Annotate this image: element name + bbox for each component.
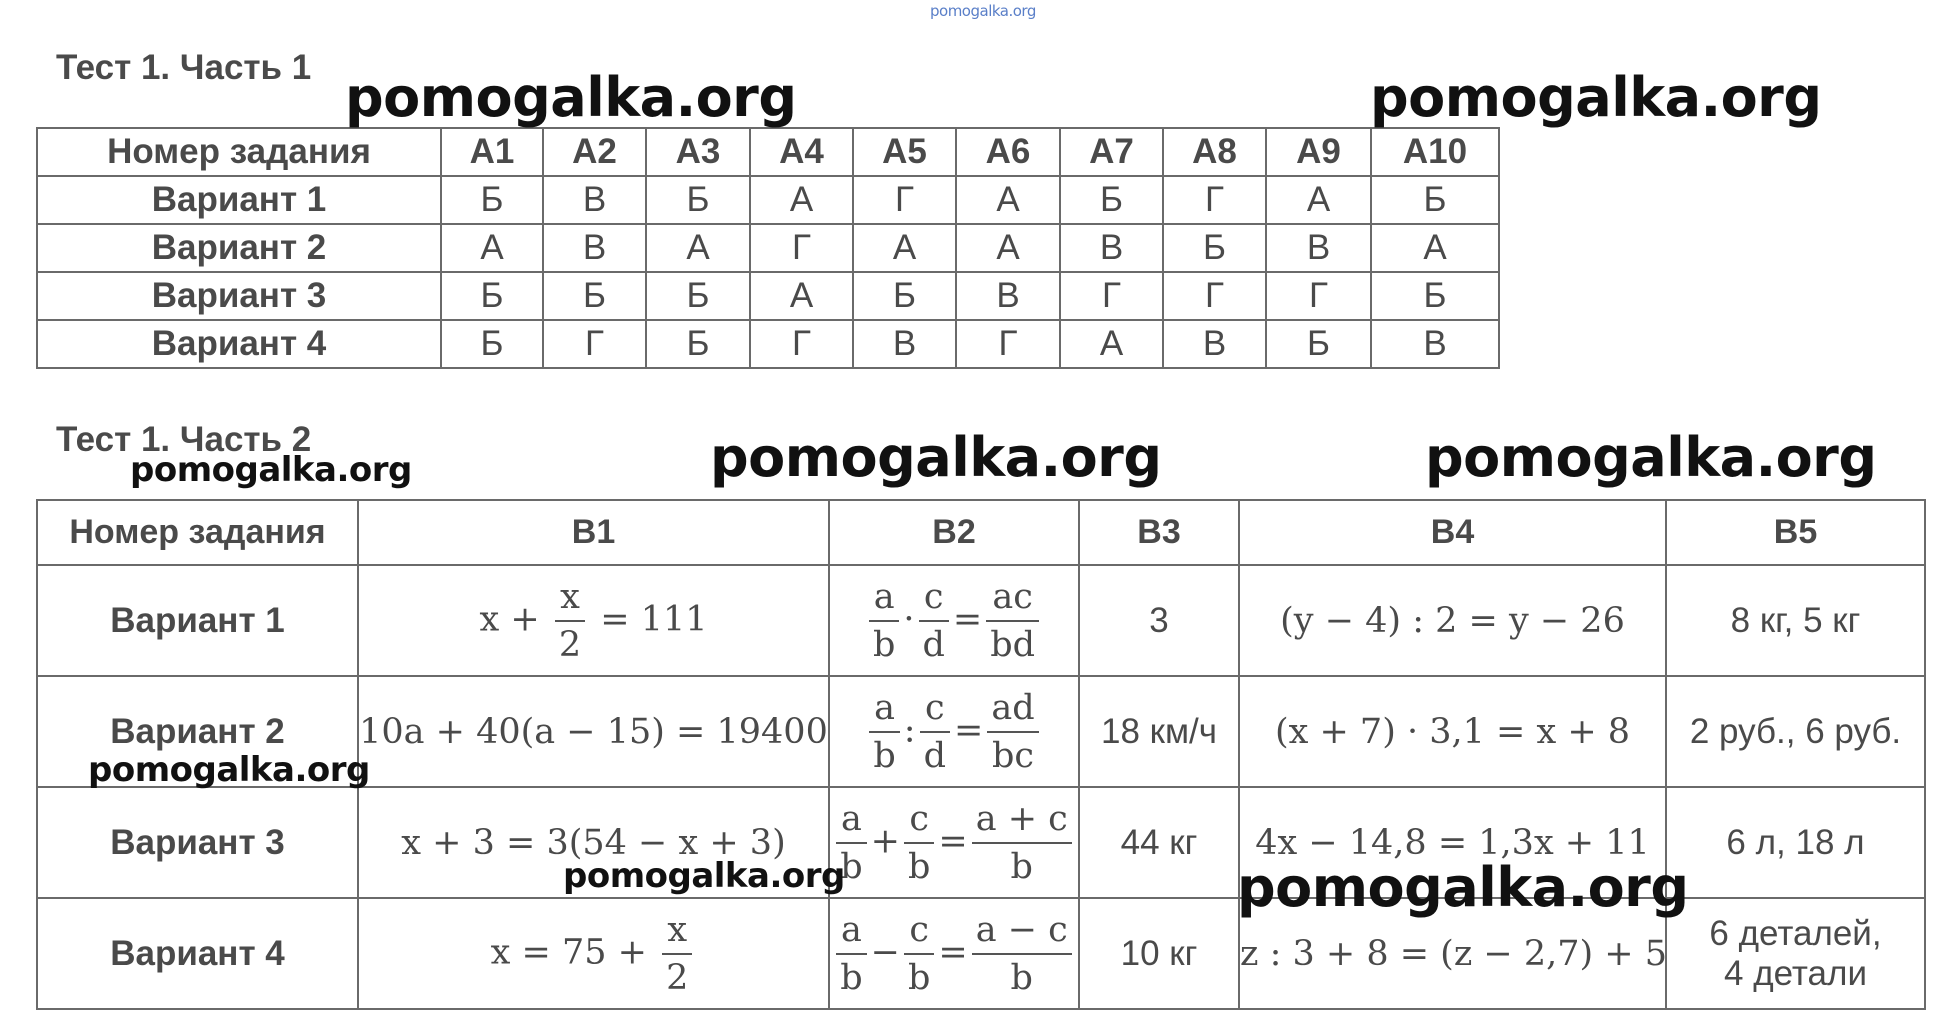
answer-cell: 44 кг <box>1079 787 1239 898</box>
denominator: b <box>1010 957 1033 998</box>
answer-cell: В <box>543 224 646 272</box>
denominator: b <box>907 846 931 887</box>
fraction <box>919 574 949 668</box>
answer-cell: В <box>1060 224 1163 272</box>
answer-cell: Б <box>853 272 956 320</box>
equation-cell: z : 3 + 8 = (z − 2,7) + 5 <box>1239 898 1666 1009</box>
header-cell: А9 <box>1266 128 1371 176</box>
numerator: a <box>841 798 862 839</box>
answer-cell: Г <box>853 176 956 224</box>
answer-line: 4 детали <box>1724 953 1867 993</box>
answer-cell: В <box>1266 224 1371 272</box>
denominator: b <box>907 957 931 998</box>
watermark: pomogalka.org <box>1370 66 1822 129</box>
header-cell: А4 <box>750 128 853 176</box>
numerator: a − c <box>975 909 1068 950</box>
part2-heading: Тест 1. Часть 2 <box>56 420 312 459</box>
header-cell: А5 <box>853 128 956 176</box>
header-cell: А1 <box>441 128 543 176</box>
fraction <box>972 796 1072 890</box>
header-cell: В2 <box>829 500 1079 565</box>
numerator: c <box>924 687 945 728</box>
operator: − <box>870 932 900 972</box>
answer-cell: Б <box>1060 176 1163 224</box>
fraction <box>904 796 934 890</box>
answer-cell: Г <box>956 320 1060 368</box>
watermark: pomogalka.org <box>1237 856 1689 919</box>
numerator: ac <box>992 576 1033 617</box>
fraction-rule-cell <box>829 676 1079 787</box>
answer-cell: 10 кг <box>1079 898 1239 1009</box>
denominator: bc <box>991 735 1034 776</box>
row-label: Вариант 1 <box>37 565 358 676</box>
header-cell: В3 <box>1079 500 1239 565</box>
answer-cell: 3 <box>1079 565 1239 676</box>
equation-part: x = 75 + <box>490 932 647 972</box>
operator: + <box>870 821 900 861</box>
header-cell: Номер задания <box>37 500 358 565</box>
denominator: bd <box>990 624 1036 665</box>
table-row <box>37 320 1499 368</box>
watermark: pomogalka.org <box>88 750 370 790</box>
numerator: c <box>909 909 929 950</box>
equation-cell <box>358 565 829 676</box>
equation-cell: 4x − 14,8 = 1,3x + 11 <box>1239 787 1666 898</box>
answer-cell: Г <box>1266 272 1371 320</box>
numerator: c <box>909 798 929 839</box>
answer-cell: Г <box>1163 272 1266 320</box>
denominator: d <box>923 735 946 776</box>
answer-cell: А <box>750 272 853 320</box>
answer-cell: Б <box>441 176 543 224</box>
equals-sign: = <box>938 932 968 972</box>
answer-cell: 6 л, 18 л <box>1666 787 1925 898</box>
fraction <box>986 574 1039 668</box>
answer-cell: 18 км/ч <box>1079 676 1239 787</box>
equation-cell: (x + 7) · 3,1 = x + 8 <box>1239 676 1666 787</box>
numerator: ad <box>991 687 1035 728</box>
row-label: Вариант 1 <box>37 176 441 224</box>
answer-cell: 2 руб., 6 руб. <box>1666 676 1925 787</box>
equation-cell <box>358 898 829 1009</box>
answer-cell: 8 кг, 5 кг <box>1666 565 1925 676</box>
answer-cell: В <box>853 320 956 368</box>
denominator: b <box>872 624 896 665</box>
watermark: pomogalka.org <box>130 450 412 490</box>
answer-cell: Б <box>646 176 750 224</box>
header-cell: А7 <box>1060 128 1163 176</box>
denominator: 2 <box>666 957 689 998</box>
part1-heading: Тест 1. Часть 1 <box>56 48 312 87</box>
equation-cell: (y − 4) : 2 = y − 26 <box>1239 565 1666 676</box>
watermark: pomogalka.org <box>345 66 797 129</box>
answer-cell: Г <box>750 224 853 272</box>
answer-cell: А <box>956 224 1060 272</box>
answer-cell: Г <box>750 320 853 368</box>
fraction <box>987 685 1038 779</box>
answer-cell: Б <box>1371 176 1499 224</box>
row-label: Вариант 2 <box>37 676 358 787</box>
equation-cell: x + 3 = 3(54 − x + 3) <box>358 787 829 898</box>
answer-cell: Г <box>543 320 646 368</box>
denominator: d <box>922 624 945 665</box>
fraction-rule-cell <box>829 565 1079 676</box>
row-label: Вариант 2 <box>37 224 441 272</box>
answer-cell: Г <box>1163 176 1266 224</box>
answer-cell: В <box>1163 320 1266 368</box>
header-cell: Номер задания <box>37 128 441 176</box>
operator: · <box>903 599 915 639</box>
numerator: a <box>874 687 896 728</box>
fraction <box>869 574 899 668</box>
row-label: Вариант 3 <box>37 787 358 898</box>
answer-cell <box>1666 898 1925 1009</box>
header-cell: А2 <box>543 128 646 176</box>
answer-cell: В <box>1371 320 1499 368</box>
answer-cell: Б <box>441 320 543 368</box>
equals-sign: = <box>938 821 968 861</box>
equation-cell: 10a + 40(a − 15) = 19400 <box>358 676 829 787</box>
answer-cell: А <box>1371 224 1499 272</box>
answer-cell: Б <box>543 272 646 320</box>
answer-cell: В <box>543 176 646 224</box>
answer-cell: Г <box>1060 272 1163 320</box>
table-row <box>37 272 1499 320</box>
fraction <box>836 907 866 1001</box>
row-label: Вариант 4 <box>37 320 441 368</box>
answer-cell: В <box>956 272 1060 320</box>
fraction <box>904 907 934 1001</box>
answer-line: 6 деталей, <box>1709 913 1882 953</box>
row-label: Вариант 4 <box>37 898 358 1009</box>
answer-cell: А <box>750 176 853 224</box>
denominator: b <box>873 735 896 776</box>
header-cell: А3 <box>646 128 750 176</box>
denominator: b <box>1010 846 1033 887</box>
watermark: pomogalka.org <box>1425 426 1877 489</box>
header-cell: А8 <box>1163 128 1266 176</box>
answer-cell: А <box>441 224 543 272</box>
fraction <box>555 574 585 668</box>
equation-part: = 111 <box>600 599 708 639</box>
numerator: a <box>873 576 895 617</box>
numerator: a <box>841 909 862 950</box>
table-header-row <box>37 128 1499 176</box>
fraction <box>972 907 1072 1001</box>
operator: : <box>903 710 916 750</box>
answer-cell: А <box>1266 176 1371 224</box>
numerator: a + c <box>975 798 1068 839</box>
fraction-rule-cell <box>829 898 1079 1009</box>
answer-cell: Б <box>441 272 543 320</box>
fraction <box>920 685 950 779</box>
row-label: Вариант 3 <box>37 272 441 320</box>
equation-part: x + <box>479 599 540 639</box>
answer-cell: Б <box>1163 224 1266 272</box>
numerator: x <box>667 909 688 950</box>
numerator: x <box>560 576 580 617</box>
table-row <box>37 176 1499 224</box>
header-cell: А10 <box>1371 128 1499 176</box>
equals-sign: = <box>954 710 984 750</box>
header-cell: В4 <box>1239 500 1666 565</box>
answer-cell: А <box>853 224 956 272</box>
answer-cell: А <box>646 224 750 272</box>
answer-cell: Б <box>646 320 750 368</box>
answer-cell: Б <box>1371 272 1499 320</box>
watermark: pomogalka.org <box>563 856 845 896</box>
denominator: b <box>840 846 863 887</box>
fraction <box>662 907 692 1001</box>
table-row <box>37 224 1499 272</box>
fraction <box>869 685 899 779</box>
header-cell: А6 <box>956 128 1060 176</box>
denominator: 2 <box>558 624 582 665</box>
table-header-row <box>37 500 1925 565</box>
answer-cell: А <box>956 176 1060 224</box>
header-cell: В1 <box>358 500 829 565</box>
part1-answer-table <box>36 127 1500 369</box>
header-watermark: pomogalka.org <box>930 2 1036 20</box>
numerator: c <box>923 576 944 617</box>
header-cell: В5 <box>1666 500 1925 565</box>
denominator: b <box>840 957 863 998</box>
equals-sign: = <box>952 599 983 639</box>
watermark: pomogalka.org <box>710 426 1162 489</box>
answer-cell: Б <box>1266 320 1371 368</box>
answer-cell: А <box>1060 320 1163 368</box>
answer-cell: Б <box>646 272 750 320</box>
fraction-rule-cell <box>829 787 1079 898</box>
table-row <box>37 565 1925 676</box>
